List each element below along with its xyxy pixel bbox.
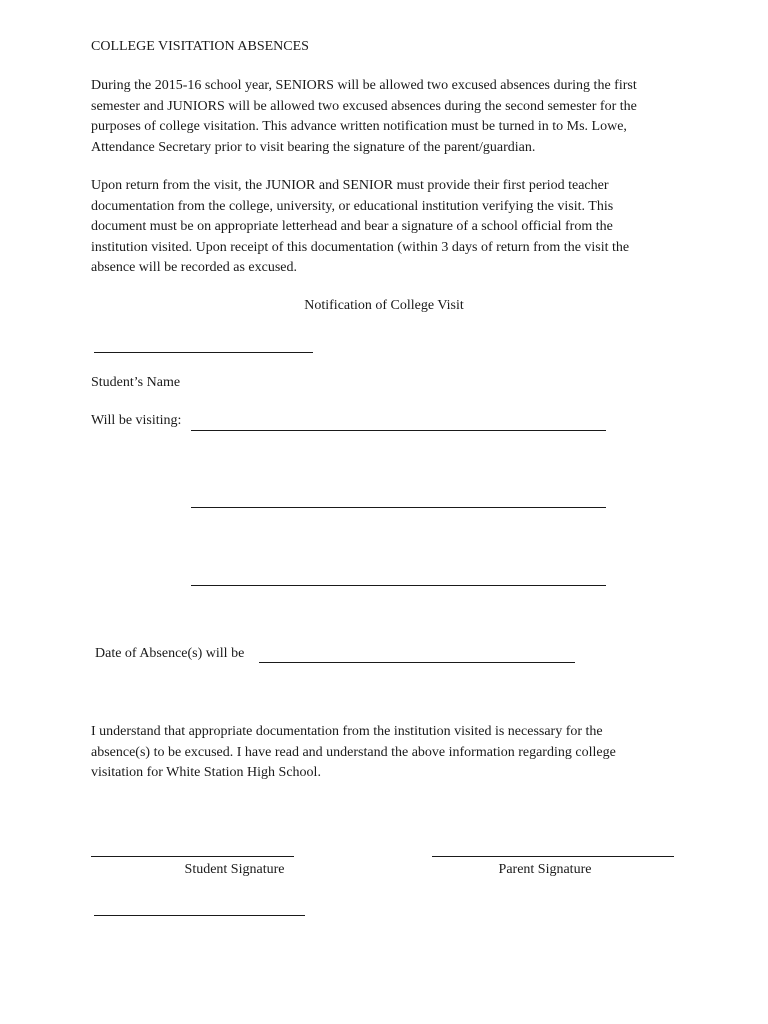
paragraph-line: semester and JUNIORS will be allowed two excused absences during the second semester for the [91, 98, 637, 114]
visiting-field-line-2[interactable] [191, 507, 606, 508]
paragraph-line: visitation for White Station High School. [91, 765, 321, 780]
student-name-field[interactable] [94, 352, 313, 353]
paragraph-acknowledgement [91, 722, 691, 784]
student-signature-label: Student Signature [184, 862, 285, 877]
paragraph-line: Upon return from the visit, the JUNIOR and SENIOR must provide their first period teacher [91, 178, 609, 193]
paragraph-line: purposes of college visitation. This advance written notification must be turned in to Ms. Lowe, [91, 119, 627, 134]
document-heading: COLLEGE VISITATION ABSENCES [91, 39, 309, 54]
date-of-absence-field[interactable] [259, 662, 575, 663]
paragraph-line: Attendance Secretary prior to visit bearing the signature of the parent/guardian. [91, 139, 536, 155]
date-signature-field[interactable] [94, 915, 305, 916]
form-title: Notification of College Visit [304, 298, 464, 313]
paragraph-line: I understand that appropriate documentation from the institution visited is necessary for the [91, 724, 603, 739]
student-name-label: Student’s Name [91, 375, 181, 390]
paragraph-line: During the 2015-16 school year, SENIORS will be allowed two excused absences during the first [91, 78, 637, 93]
student-signature-field[interactable] [91, 856, 294, 857]
paragraph-line: absence(s) to be excused. I have read and understand the above information regarding college [91, 744, 616, 760]
paragraph-line: institution visited. Upon receipt of this documentation (within 3 days of return from the visit the [91, 239, 630, 255]
paragraph-line: documentation from the college, university, or educational institution verifying the visit. This [91, 198, 614, 214]
visiting-field-line-3[interactable] [191, 585, 606, 586]
paragraph-line: document must be on appropriate letterhead and bear a signature of a school official from the [91, 219, 613, 234]
paragraph-line: absence will be recorded as excused. [91, 260, 298, 275]
paragraph-policy [91, 76, 691, 158]
visiting-field-line-1[interactable] [191, 430, 606, 431]
parent-signature-label: Parent Signature [498, 862, 592, 877]
paragraph-documentation [91, 176, 691, 279]
date-of-absence-label: Date of Absence(s) will be [95, 646, 245, 661]
visiting-label: Will be visiting: [91, 413, 182, 428]
parent-signature-field[interactable] [432, 856, 674, 857]
